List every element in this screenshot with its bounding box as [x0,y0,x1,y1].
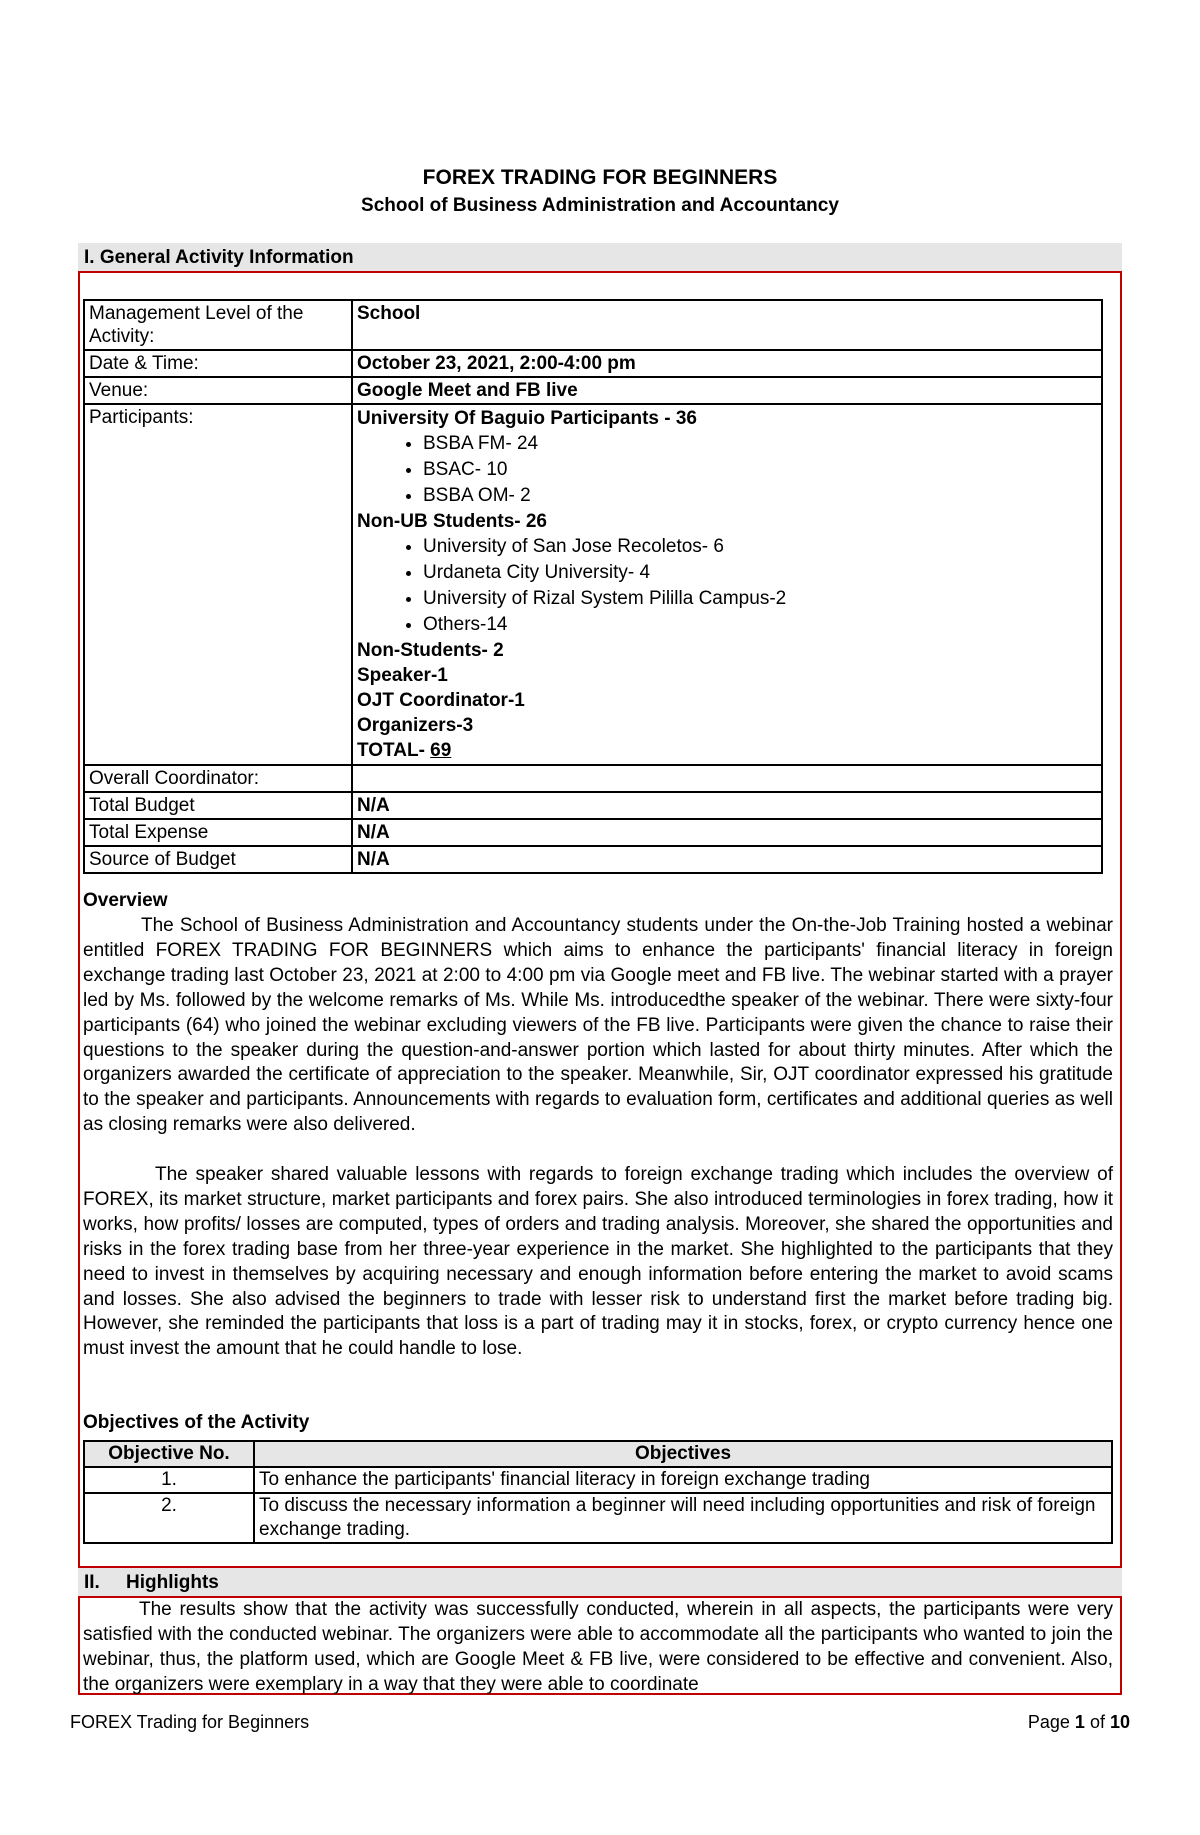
overview-heading: Overview [83,890,168,911]
label-participants: Participants: [84,404,352,765]
label-total-budget: Total Budget [84,792,352,819]
document-title: FOREX TRADING FOR BEGINNERS [422,166,778,189]
overview-paragraph-2: The speaker shared valuable lessons with regards to foreign exchange trading which includes the overview of FOREX, its market structure, market participants and forex pairs. She also introduced terminologies in forex trading, how it works, how profits/ losses are computed, types of orders and trading analysis. Moreover, she shared the opportunities and risks in the forex trading base from her three-year experience in the market. She highlighted to the participants that they need to invest in themselves by acquiring necessary and enough information before entering the market to avoid scams and losses. She also advised the beginners to trade with lesser risk to understand first the market before trading big. However, she reminded the participants that loss is a part of trading may it in stocks, forex, or crypto currency hence one must invest the amount that he could handle to lose. [83,1164,1113,1360]
label-venue: Venue: [84,377,352,404]
table-row [84,300,1102,350]
table-row [84,792,1102,819]
value-source-of-budget: N/A [352,846,1102,873]
current-page: 1 [1074,1712,1085,1732]
total-value: 69 [430,740,452,761]
table-header-row [84,1441,1112,1467]
objective-text: To enhance the participants' financial literacy in foreign exchange trading [254,1467,1112,1493]
label-total-expense: Total Expense [84,819,352,846]
list-item: • University of Rizal System Pililla Campus-2 [423,586,1097,612]
table-row [84,819,1102,846]
value-participants [352,404,1102,765]
table-row [84,350,1102,377]
label-management-level: Management Level of the Activity: [84,300,352,350]
value-venue: Google Meet and FB live [352,377,1102,404]
footer-page-number [1028,1712,1130,1733]
objectives-heading: Objectives of the Activity [83,1412,310,1433]
label-overall-coordinator: Overall Coordinator: [84,765,352,792]
objective-number: 2. [84,1493,254,1543]
nonub-students-list [357,534,1097,638]
section-heading-highlights [78,1566,1122,1598]
speaker-count: Speaker-1 [357,665,448,686]
nonub-students-heading: Non-UB Students- 26 [357,511,547,532]
organizers-count: Organizers-3 [357,715,474,736]
value-total-budget: N/A [352,792,1102,819]
total-participants [357,738,1097,763]
table-row [84,377,1102,404]
total-pages: 10 [1109,1712,1130,1732]
column-header-objectives: Objectives [254,1441,1112,1467]
value-total-expense: N/A [352,819,1102,846]
objective-number: 1. [84,1467,254,1493]
activity-info-table [83,299,1103,874]
objectives-table [83,1440,1113,1544]
list-item: • BSAC- 10 [423,457,1097,483]
list-item: • Urdaneta City University- 4 [423,560,1097,586]
value-date-time: October 23, 2021, 2:00-4:00 pm [352,350,1102,377]
list-item: • University of San Jose Recoletos- 6 [423,534,1097,560]
list-item: • BSBA OM- 2 [423,483,1097,509]
non-students-count: Non-Students- 2 [357,640,504,661]
section-title: Highlights [126,1572,219,1593]
of-word: of [1089,1712,1105,1732]
ub-participants-heading: University Of Baguio Participants - 36 [357,408,697,429]
total-label: TOTAL- [357,740,431,761]
label-date-time: Date & Time: [84,350,352,377]
column-header-objective-no: Objective No. [84,1441,254,1467]
label-source-of-budget: Source of Budget [84,846,352,873]
highlights-paragraph: The results show that the activity was successfully conducted, wherein in all aspects, the participants were very satisfied with the conducted webinar. The organizers were able to accommodate all the participants who wanted to join the webinar, thus, the platform used, which are Google Meet & FB live, were considered to be effective and convenient. Also, the organizers were exemplary in a way that they were able to coordinate [83,1599,1113,1695]
page-word: Page [1027,1712,1070,1732]
value-overall-coordinator [352,765,1102,792]
section-heading-general-info: I. General Activity Information [78,243,1122,273]
document-subtitle: School of Business Administration and Accountancy [361,195,839,216]
list-item: • BSBA FM- 24 [423,431,1097,457]
list-item: • Others-14 [423,612,1097,638]
ojt-coordinator-count: OJT Coordinator-1 [357,690,525,711]
table-row [84,846,1102,873]
ub-participants-list [357,431,1097,509]
section-number: II. [84,1572,100,1593]
overview-paragraph-1: The School of Business Administration and Accountancy students under the On-the-Job Training hosted a webinar entitled FOREX TRADING FOR BEGINNERS which aims to enhance the participants' financial literacy in foreign exchange trading last October 23, 2021 at 2:00 to 4:00 pm via Google meet and FB live. The webinar started with a prayer led by Ms. followed by the welcome remarks of Ms. While Ms. introducedthe speaker of the webinar. There were sixty-four participants (64) who joined the webinar excluding viewers of the FB live. Participants were given the chance to raise their questions to the speaker during the question-and-answer portion which lasted for about thirty minutes. After which the organizers awarded the certificate of appreciation to the speaker. Meanwhile, Sir, OJT coordinator expressed his gratitude to the speaker and participants. Announcements with regards to evaluation form, certificates and additional queries as well as closing remarks were also delivered. [83,915,1113,1136]
table-row [84,1467,1112,1493]
footer-document-name: FOREX Trading for Beginners [70,1712,310,1732]
value-management-level: School [352,300,1102,350]
objective-text: To discuss the necessary information a beginner will need including opportunities and risk of foreign exchange trading. [254,1493,1112,1543]
table-row [84,404,1102,765]
table-row [84,1493,1112,1543]
table-row [84,765,1102,792]
